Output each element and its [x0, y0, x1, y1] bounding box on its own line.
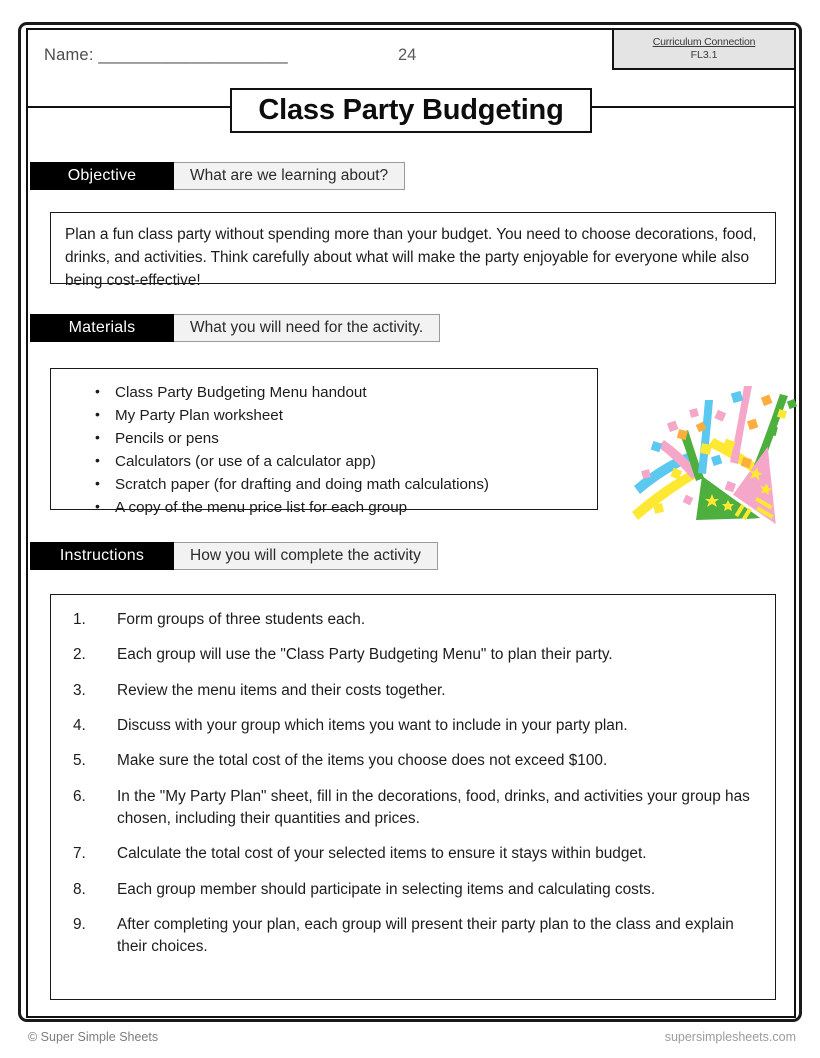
curriculum-connection-title: Curriculum Connection [652, 35, 756, 48]
instruction-text: Make sure the total cost of the items you choose does not exceed $100. [117, 752, 608, 770]
section-label-instructions: Instructions [30, 542, 174, 570]
instruction-text: Each group will use the "Class Party Budgeting Menu" to plan their party. [117, 646, 613, 664]
objective-text: Plan a fun class party without spending more than your budget. You need to choose decorations, food, drinks, and activities. Think carefully about what will make the party enjoyable for everyone while also being cost-effective! [65, 226, 757, 289]
party-popper-confetti-icon [628, 378, 818, 538]
list-item [63, 879, 763, 901]
instruction-number: 9. [73, 915, 86, 933]
list-item [63, 750, 763, 772]
instruction-number: 6. [73, 787, 86, 805]
list-item [61, 427, 587, 450]
name-blank-line: ______________________ [98, 46, 288, 64]
section-subtitle-materials: What you will need for the activity. [174, 314, 440, 342]
instruction-text: Calculate the total cost of your selected items to ensure it stays within budget. [117, 845, 647, 863]
instruction-number: 4. [73, 716, 86, 734]
list-item [63, 680, 763, 702]
list-item [61, 473, 587, 496]
list-item [61, 450, 587, 473]
section-label-objective: Objective [30, 162, 174, 190]
instruction-text: Form groups of three students each. [117, 611, 366, 628]
bullet-icon: • [95, 429, 100, 446]
list-item [61, 381, 587, 404]
material-text: My Party Plan worksheet [115, 407, 283, 425]
worksheet-header [28, 30, 794, 86]
instruction-number: 5. [73, 752, 86, 770]
list-item [63, 715, 763, 737]
list-item [63, 843, 763, 865]
page-number: 24 [398, 46, 417, 64]
list-item [61, 404, 587, 427]
instruction-text: Discuss with your group which items you want to include in your party plan. [117, 716, 628, 734]
material-text: Pencils or pens [115, 430, 219, 448]
name-field[interactable] [44, 46, 287, 65]
instruction-number: 8. [73, 880, 86, 898]
bullet-icon: • [95, 383, 100, 399]
section-header-materials [30, 314, 440, 342]
material-text: Calculators (or use of a calculator app) [115, 453, 376, 471]
page-title: Class Party Budgeting [258, 94, 564, 126]
bullet-icon: • [95, 452, 100, 469]
materials-content-box [50, 368, 598, 517]
website-text: supersimplesheets.com [664, 1030, 796, 1044]
list-item [61, 496, 587, 519]
material-text: Class Party Budgeting Menu handout [115, 384, 367, 401]
worksheet-title-box [230, 88, 592, 133]
instructions-list [63, 609, 763, 959]
section-subtitle-instructions: How you will complete the activity [174, 542, 438, 570]
curriculum-connection-badge [612, 30, 794, 70]
section-label-materials: Materials [30, 314, 174, 342]
list-item [63, 609, 763, 631]
page-footer [18, 1030, 802, 1052]
instruction-text: In the "My Party Plan" sheet, fill in the decorations, food, drinks, and activities your group has chosen, including their quantities and prices. [117, 787, 750, 827]
name-label: Name: [44, 46, 94, 64]
instruction-number: 3. [73, 681, 86, 699]
instruction-text: Review the menu items and their costs together. [117, 681, 446, 699]
list-item [63, 644, 763, 666]
instruction-number: 7. [73, 845, 86, 863]
instruction-number: 1. [73, 611, 86, 628]
section-subtitle-objective: What are we learning about? [174, 162, 405, 190]
curriculum-connection-code: FL3.1 [690, 49, 718, 61]
worksheet-page [26, 28, 796, 1018]
section-header-objective [30, 162, 405, 190]
material-text: A copy of the menu price list for each group [115, 499, 408, 517]
instruction-number: 2. [73, 646, 86, 664]
instruction-text: Each group member should participate in selecting items and calculating costs. [117, 880, 656, 898]
bullet-icon: • [95, 498, 100, 515]
list-item [63, 786, 763, 831]
bullet-icon: • [95, 475, 100, 492]
copyright-text: © Super Simple Sheets [28, 1030, 159, 1044]
instruction-text: After completing your plan, each group will present their party plan to the class and explain their choices. [117, 915, 734, 956]
bullet-icon: • [95, 406, 100, 423]
instructions-content-box [50, 594, 776, 1000]
materials-list [61, 381, 587, 520]
objective-content-box [50, 212, 776, 289]
section-header-instructions [30, 542, 438, 570]
list-item [63, 914, 763, 959]
material-text: Scratch paper (for drafting and doing math calculations) [115, 476, 489, 494]
